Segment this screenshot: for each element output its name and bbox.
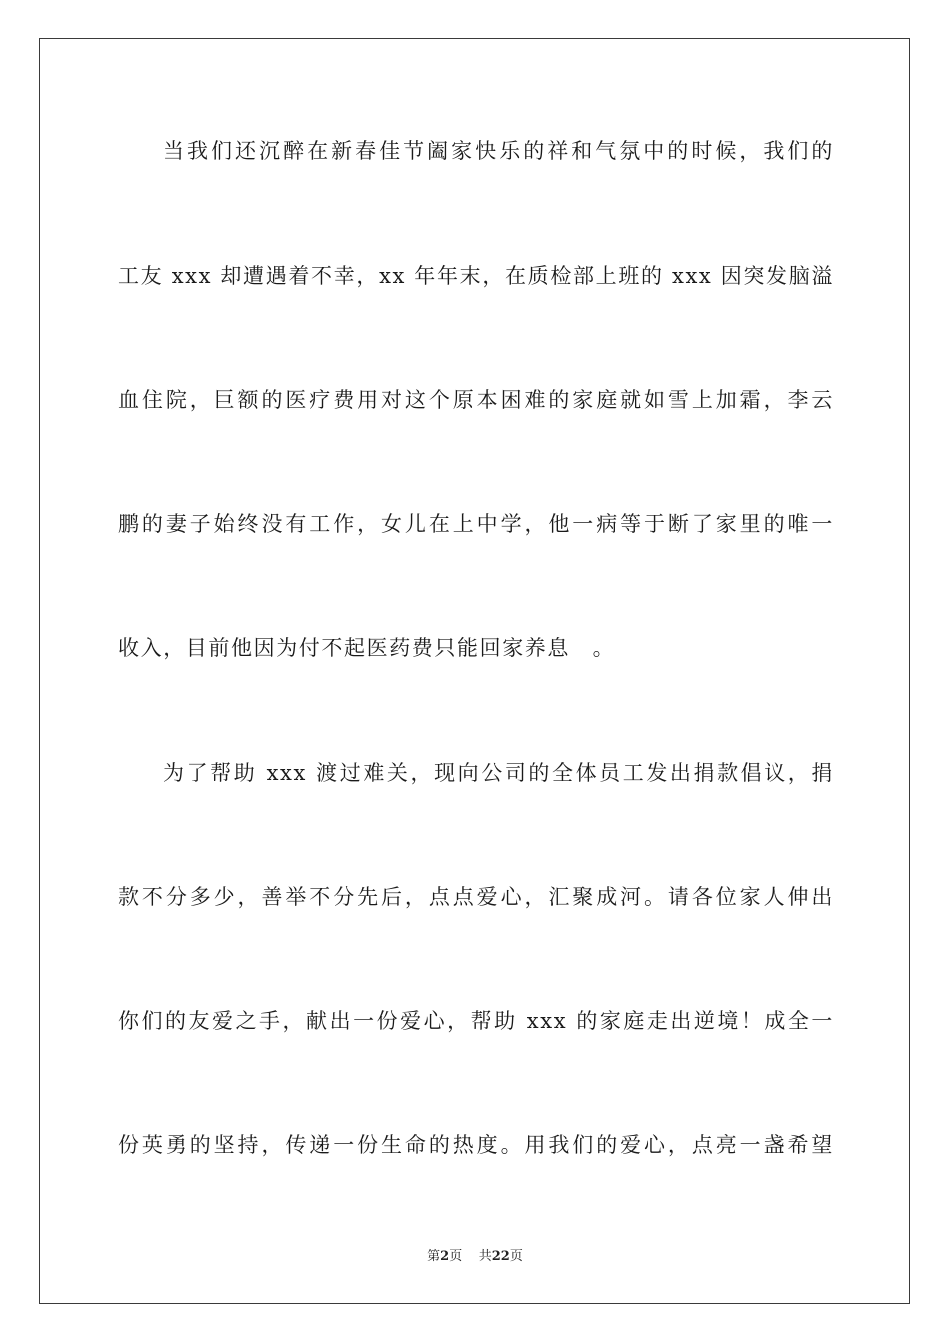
page-suffix: 页 [449,1249,463,1264]
page-prefix: 第 [427,1249,441,1264]
total-pages: 22 [491,1249,510,1264]
page-border [39,38,910,1304]
total-suffix: 页 [509,1249,523,1264]
paragraph-1-line-4: 鹏的妻子始终没有工作，女儿在上中学，他一病等于断了家里的唯一 [118,512,834,536]
page-footer [0,1248,950,1266]
page-number: 2 [440,1249,450,1264]
paragraph-2-line-3: 你们的友爱之手，献出一份爱心，帮助 xxx 的家庭走出逆境！成全一 [118,1009,834,1033]
paragraph-1-line-2: 工友 xxx 却遭遇着不幸，xx 年年末，在质检部上班的 xxx 因突发脑溢 [118,264,834,288]
paragraph-2-line-4: 份英勇的坚持，传递一份生命的热度。用我们的爱心，点亮一盏希望 [118,1133,834,1157]
total-prefix: 共 [478,1249,492,1264]
paragraph-2-line-1: 为了帮助 xxx 渡过难关，现向公司的全体员工发出捐款倡议，捐 [163,761,834,785]
paragraph-2-line-2: 款不分多少，善举不分先后，点点爱心，汇聚成河。请各位家人伸出 [118,885,834,909]
paragraph-1-line-1: 当我们还沉醉在新春佳节阖家快乐的祥和气氛中的时候，我们的 [163,139,834,163]
paragraph-1-line-5: 收入，目前他因为付不起医药费只能回家养息 。 [118,636,616,660]
paragraph-1-line-3: 血住院，巨额的医疗费用对这个原本困难的家庭就如雪上加霜，李云 [118,388,834,412]
